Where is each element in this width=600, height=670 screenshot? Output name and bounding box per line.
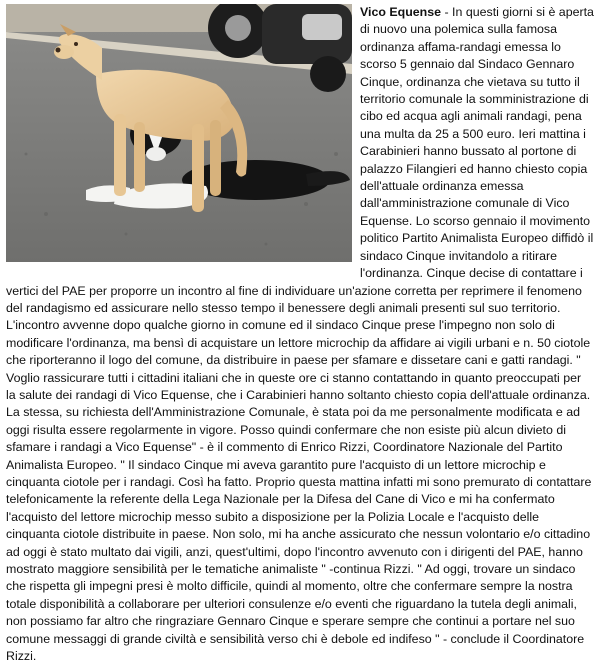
dogs-photo xyxy=(6,4,352,262)
headline-separator: - xyxy=(441,5,453,19)
article-body: In questi giorni si è aperta di nuovo una polemica sulla famosa ordinanza affama-randagi emessa lo scorso 5 gennaio dal Sindaco Gennaro Cinque, ordinanza che vietava su tutto il territorio comunale la somministrazione di cibo ed acqua agli animali randagi, pena una multa da 25 a 500 euro. Ieri mattina i Carabinieri hanno bussato al portone di palazzo Filangieri ed hanno chiesto copia dell'attuale ordinanza emessa dall'amministrazione comunale di Vico Equense. Lo scorso gennaio il movimento politico Partito Animalista Europeo diffidò il sindaco Cinque invitandolo a ritirare l'ordinanza. Cinque decise di contattare i vertici del PAE per proporre un incontro al fine di individuare un'azione corretta per reprimere il fenomeno del randagismo ed assicurare nello stesso tempo il benessere degli animali presenti sul suo territorio. L'incontro avvenne dopo qualche giorno in comune ed il sindaco Cinque prese l'impegno non solo di modificare l'ordinanza, ma bensì di acquistare un lettore microchip da affidare ai vigili urbani e n. 50 ciotole che riporteranno il logo del comune, da distribuire in paese per sfamare e dissetare cani e gatti randagi. " Voglio rassicurare tutti i cittadini italiani che in queste ore ci stanno contattando in quanto preoccupati per la salute dei randagi di Vico Equense, che i Carabinieri hanno soltanto chiesto copia dell'attuale ordinanza. La stessa, su richiesta dell'Amministrazione Comunale, è stata poi da me personalmente modificata e ad oggi risulta essere regolarmente in vigore. Posso quindi confermare che non esiste più alcun divieto di sfamare i randagi a Vico Equense" - è il commento di Enrico Rizzi, Coordinatore Nazionale del Partito Animalista Europeo. " Il sindaco Cinque mi aveva garantito pure l'acquisto di un lettore microchip e cinquanta ciotole per i randagi. Così ha fatto. Proprio questa mattina infatti mi sono premurato di contattare telefonicamente la referente della Lega Nazionale per la Difesa del Cane di Vico e mi ha confermato l'acquisto del lettore microchip messo subito a disposizione per la Polizia Locale e l'acquisto delle cinquanta ciotole distribuite in paese. Non solo, mi ha anche assicurato che nessun volontario e/o cittadino ad oggi è stato multato dai vigili, anzi, quest'ultimi, dopo l'incontro avvenuto con i dirigenti del PAE, hanno mostrato maggiore sensibilità per le tematiche animaliste " -continua Rizzi. " Ad oggi, trovare un sindaco che rispetta gli impegni presi è molto difficile, quindi al momento, oltre che confermare sempre la nostra totale disponibilità a collaborare per ulteriori consulenze e/o eventi che riguardano la tutela degli animali, non possiamo far altro che ringraziare Gennaro Cinque e sperare sempre che continui a portare nel suo comune messaggi di grande civiltà e sensibilità verso chi è debole ed indifeso " - conclude il Coordinatore Rizzi. xyxy=(6,5,594,664)
location-headline: Vico Equense xyxy=(360,5,442,19)
